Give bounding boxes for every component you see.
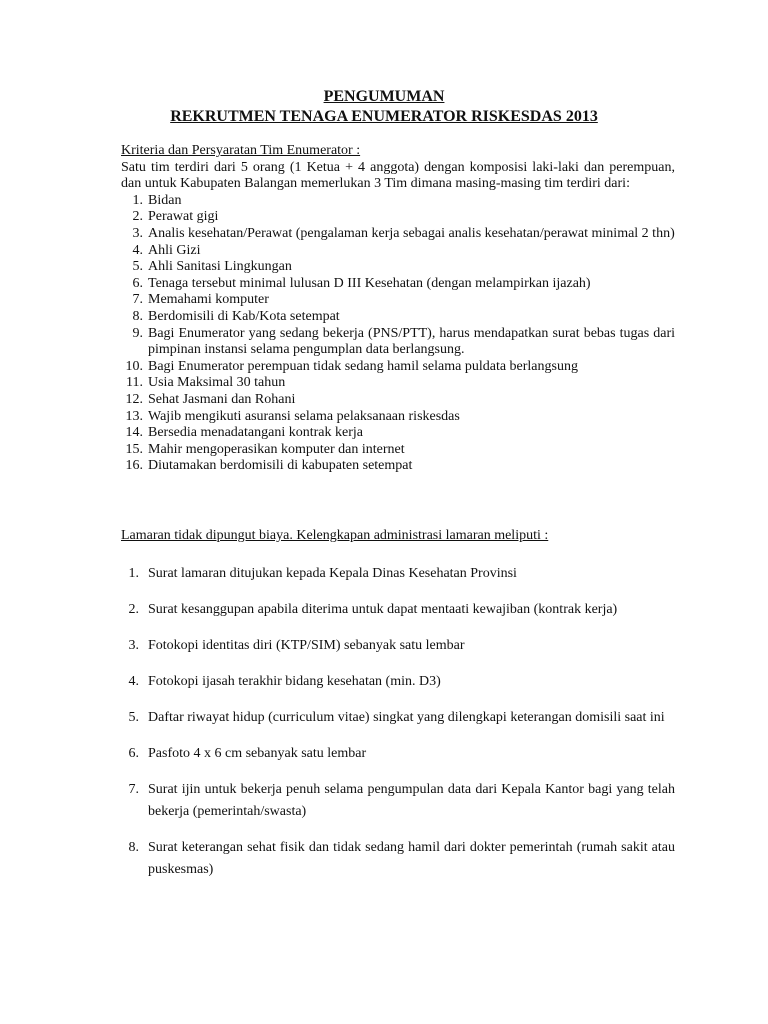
list-item-text: Wajib mengikuti asuransi selama pelaksanaan riskesdas: [148, 408, 460, 424]
list-item-text: Surat lamaran ditujukan kepada Kepala Dinas Kesehatan Provinsi: [148, 565, 517, 581]
list-item-text: Analis kesehatan/Perawat (pengalaman kerja sebagai analis kesehatan/perawat minimal 2 thn): [148, 225, 675, 241]
list-item-text: Tenaga tersebut minimal lulusan D III Kesehatan (dengan melampirkan ijazah): [148, 275, 591, 291]
list-item-text: Berdomisili di Kab/Kota setempat: [148, 308, 340, 324]
list-item-text: Usia Maksimal 30 tahun: [148, 375, 286, 391]
list-item: [121, 309, 675, 326]
list-item-number: 6.: [128, 745, 139, 761]
list-item-text: Bagi Enumerator yang sedang bekerja (PNS/PTT), harus mendapatkan surat bebas tugas dari pimpinan instansi selama pengumplan data berlangsung.: [148, 325, 675, 358]
list-item-text: Pasfoto 4 x 6 cm sebanyak satu lembar: [148, 745, 367, 761]
list-item: [121, 392, 675, 409]
list-item: [121, 563, 675, 585]
list-item-number: 14.: [125, 425, 143, 441]
list-item: [121, 375, 675, 392]
list-item: [121, 707, 675, 729]
list-item: [121, 671, 675, 693]
list-item-number: 13.: [125, 408, 143, 424]
list-item: [121, 599, 675, 621]
list-item: [121, 359, 675, 376]
list-item: [121, 409, 675, 426]
application-section: [121, 528, 675, 895]
criteria-section: [121, 143, 675, 475]
list-item-number: 4.: [128, 673, 139, 689]
application-heading: Lamaran tidak dipungut biaya. Kelengkapan administrasi lamaran meliputi :: [121, 528, 549, 543]
list-item: [121, 743, 675, 765]
list-item-number: 10.: [125, 358, 143, 374]
list-item-number: 7.: [132, 292, 143, 308]
list-item-text: Mahir mengoperasikan komputer dan internet: [148, 441, 405, 457]
list-item-text: Bidan: [148, 192, 182, 208]
list-item-number: 11.: [126, 375, 143, 391]
list-item-number: 1.: [132, 192, 143, 208]
criteria-heading: Kriteria dan Persyaratan Tim Enumerator :: [121, 143, 361, 158]
criteria-intro: Satu tim terdiri dari 5 orang (1 Ketua + 4 anggota) dengan komposisi laki-laki dan perempuan, dan untuk Kabupaten Balangan memerlukan 3 Tim dimana masing-masing tim terdiri dari:: [121, 159, 675, 192]
list-item-text: Surat ijin untuk bekerja penuh selama pengumpulan data dari Kepala Kantor bagi yang telah bekerja (pemerintah/swasta): [148, 781, 675, 819]
list-item: [121, 779, 675, 823]
announcement-subtitle: REKRUTMEN TENAGA ENUMERATOR RISKESDAS 2013: [170, 108, 598, 125]
list-item-number: 16.: [125, 458, 143, 474]
list-item-number: 12.: [125, 391, 143, 407]
list-item-text: Ahli Sanitasi Lingkungan: [148, 259, 292, 275]
list-item-text: Sehat Jasmani dan Rohani: [148, 391, 296, 407]
criteria-list: [121, 193, 675, 475]
list-item-number: 5.: [128, 709, 139, 725]
list-item-number: 9.: [132, 325, 143, 341]
list-item-number: 3.: [132, 225, 143, 241]
list-item-text: Fotokopi identitas diri (KTP/SIM) sebanyak satu lembar: [148, 637, 465, 653]
list-item-number: 5.: [132, 259, 143, 275]
list-item-text: Memahami komputer: [148, 292, 269, 308]
list-item-text: Bagi Enumerator perempuan tidak sedang hamil selama puldata berlangsung: [148, 358, 578, 374]
list-item-number: 7.: [128, 781, 139, 797]
list-item-text: Perawat gigi: [148, 209, 219, 225]
announcement-title: PENGUMUMAN: [323, 88, 445, 105]
list-item: [121, 276, 675, 293]
list-item: [121, 326, 675, 359]
list-item: [121, 292, 675, 309]
list-item-text: Bersedia menadatangani kontrak kerja: [148, 425, 363, 441]
list-item-number: 2.: [128, 601, 139, 617]
list-item-text: Fotokopi ijasah terakhir bidang kesehatan (min. D3): [148, 673, 441, 689]
list-item-number: 6.: [132, 275, 143, 291]
list-item: [121, 442, 675, 459]
list-item: [121, 837, 675, 881]
list-item-number: 2.: [132, 209, 143, 225]
list-item: [121, 425, 675, 442]
list-item-number: 3.: [128, 637, 139, 653]
list-item: [121, 209, 675, 226]
list-item: [121, 193, 675, 210]
application-list: [121, 563, 675, 881]
list-item-number: 4.: [132, 242, 143, 258]
list-item: [121, 635, 675, 657]
list-item: [121, 458, 675, 475]
list-item-number: 8.: [128, 839, 139, 855]
list-item-text: Surat kesanggupan apabila diterima untuk dapat mentaati kewajiban (kontrak kerja): [148, 601, 618, 617]
list-item-text: Daftar riwayat hidup (curriculum vitae) singkat yang dilengkapi keterangan domisili saat ini: [148, 709, 665, 725]
list-item-text: Ahli Gizi: [148, 242, 201, 258]
list-item-text: Surat keterangan sehat fisik dan tidak sedang hamil dari dokter pemerintah (rumah sakit atau puskesmas): [148, 839, 675, 877]
list-item: [121, 259, 675, 276]
list-item-number: 15.: [125, 441, 143, 457]
list-item-number: 1.: [128, 565, 139, 581]
list-item-number: 8.: [132, 308, 143, 324]
list-item: [121, 226, 675, 243]
list-item: [121, 243, 675, 260]
list-item-text: Diutamakan berdomisili di kabupaten setempat: [148, 458, 413, 474]
